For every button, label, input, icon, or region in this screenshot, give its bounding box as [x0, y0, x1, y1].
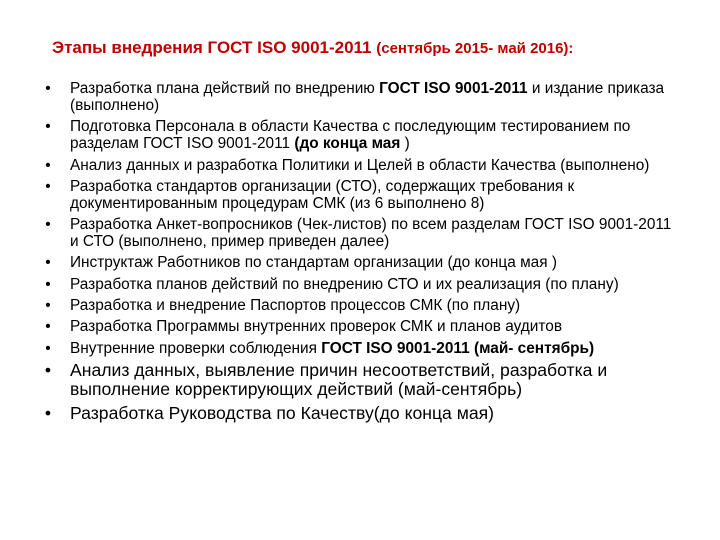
stage-item	[38, 157, 678, 174]
bullet-icon: •	[45, 156, 51, 174]
stage-item-bold-segment: (до конца мая	[294, 135, 401, 153]
stage-item	[38, 361, 678, 400]
stage-item-text	[70, 157, 649, 174]
stage-item-segment: Анализ данных и разработка Политики и Целей в области Качества (выполнено)	[70, 156, 650, 174]
bullet-icon: •	[45, 275, 51, 293]
stage-item-segment: и издание приказа (выполнено)	[70, 80, 665, 114]
bullet-icon: •	[45, 318, 51, 336]
stage-item	[38, 118, 678, 152]
stage-item-text	[70, 216, 671, 250]
stages-list	[38, 80, 678, 427]
stage-item-text	[70, 297, 520, 314]
stage-item-segment: Разработка плана действий по внедрению	[70, 80, 380, 97]
stage-item-segment: Подготовка Персонала в области Качества с последующим тестированием по разделам ГОСТ ISO 9001-2011	[70, 118, 631, 153]
slide-title-period: (сентябрь 2015- май 2016):	[376, 40, 574, 57]
stage-item	[38, 340, 678, 357]
stage-item-text	[70, 276, 619, 293]
stage-item-segment: Анализ данных, выявление причин несоответствий, разработка и выполнение корректирующих действий (май-сентябрь)	[70, 359, 608, 400]
stage-item	[38, 318, 678, 335]
bullet-icon: •	[44, 402, 52, 423]
stage-item-bold-segment: ГОСТ ISO 9001-2011 (май- сентябрь)	[321, 339, 595, 357]
bullet-icon: •	[45, 254, 51, 272]
stage-item-segment: Разработка и внедрение Паспортов процессов СМК (по плану)	[70, 297, 521, 315]
stage-item-segment: Разработка стандартов организации (СТО), содержащих требования к документированным процедурам СМК (из 6 выполнено 8)	[70, 177, 575, 212]
stage-item	[38, 254, 678, 271]
stage-item-segment: Разработка Программы внутренних проверок СМК и планов аудитов	[70, 318, 562, 336]
stage-item-text	[70, 118, 630, 152]
stage-item	[38, 404, 678, 424]
stage-item	[38, 216, 678, 250]
stage-item-segment: Инструктаж Работников по стандартам организации (до конца мая )	[70, 254, 557, 272]
bullet-icon: •	[44, 359, 52, 380]
bullet-icon: •	[45, 80, 51, 97]
slide-title-main: Этапы внедрения ГОСТ ISO 9001-2011	[52, 38, 372, 57]
stage-item-segment: Разработка Анкет-вопросников (Чек-листов) по всем разделам ГОСТ ISO 9001-2011 и СТО (выполнено, пример приведен далее)	[70, 216, 672, 251]
stage-item-text	[70, 254, 557, 271]
stage-item-text	[70, 178, 574, 212]
stage-item-bold-segment: ГОСТ ISO 9001-2011	[379, 80, 528, 97]
bullet-icon: •	[45, 118, 51, 136]
stage-item-text	[70, 340, 594, 357]
stage-item-text	[70, 360, 607, 400]
stage-item-segment: )	[400, 135, 410, 153]
stage-item-segment: Разработка планов действий по внедрению СТО и их реализация (по плану)	[70, 275, 619, 293]
bullet-icon: •	[45, 339, 51, 357]
stage-item-text	[70, 318, 562, 335]
bullet-icon: •	[45, 216, 51, 234]
stage-item-text	[70, 80, 664, 114]
stage-item-text	[70, 403, 494, 423]
stage-item	[38, 297, 678, 314]
stage-item	[38, 276, 678, 293]
slide-title	[52, 38, 573, 58]
stage-item-segment: Разработка Руководства по Качеству(до конца мая)	[70, 402, 494, 423]
stage-item	[38, 80, 678, 114]
stage-item	[38, 178, 678, 212]
stage-item-segment: Внутренние проверки соблюдения	[70, 339, 322, 357]
bullet-icon: •	[45, 297, 51, 315]
bullet-icon: •	[45, 177, 51, 195]
